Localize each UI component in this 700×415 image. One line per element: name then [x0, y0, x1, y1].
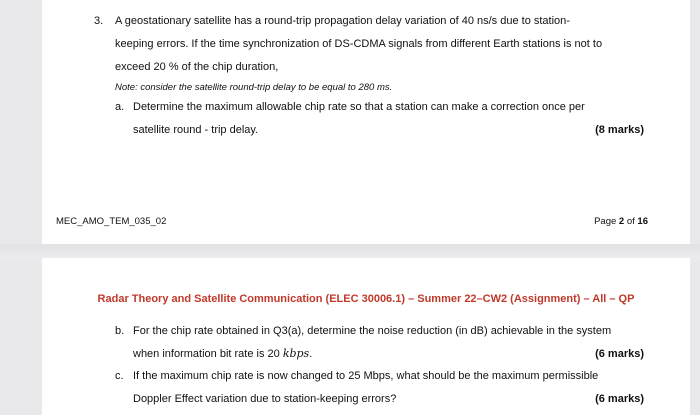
part-b-unit: kbps [282, 347, 310, 360]
part-a-text-line-2: satellite round - trip delay. [133, 124, 259, 136]
question-note: Note: consider the satellite round-trip delay to be equal to 280 ms. [115, 82, 393, 93]
document-page-2 [42, 0, 690, 244]
part-a-marks: (8 marks) [595, 124, 644, 136]
part-b-text-line-2 [133, 347, 312, 361]
part-b-marks: (6 marks) [595, 348, 644, 360]
question-text-line-3: exceed 20 % of the chip duration, [115, 61, 279, 73]
part-b-text-line-1: For the chip rate obtained in Q3(a), determine the noise reduction (in dB) achievable in the system [133, 325, 612, 337]
part-c-marks: (6 marks) [595, 393, 644, 405]
page-total: 16 [637, 216, 648, 227]
document-code: MEC_AMO_TEM_035_02 [56, 216, 167, 227]
part-a-label: a. [115, 101, 125, 113]
page-header: Radar Theory and Satellite Communication (ELEC 30006.1) – Summer 22–CW2 (Assignment) – All – QP [97, 293, 635, 305]
part-c-label: c. [115, 370, 124, 382]
question-text-line-2: keeping errors. If the time synchronization of DS-CDMA signals from different Earth stations is not to [115, 38, 603, 50]
part-c-text-line-2: Doppler Effect variation due to station-keeping errors? [133, 393, 397, 405]
part-a-text-line-1: Determine the maximum allowable chip rate so that a station can make a correction once per [133, 101, 585, 113]
page-gap [0, 244, 700, 258]
page-current: 2 [618, 216, 625, 227]
question-number: 3. [94, 15, 104, 27]
part-b-label: b. [115, 325, 125, 337]
page-prefix: Page [594, 216, 619, 227]
part-c-text-line-1: If the maximum chip rate is now changed to 25 Mbps, what should be the maximum permissible [133, 370, 599, 382]
document-page-3 [42, 258, 690, 415]
page-number [594, 216, 648, 228]
page-of: of [624, 216, 638, 227]
question-text-line-1: A geostationary satellite has a round-trip propagation delay variation of 40 ns/s due to station- [115, 15, 570, 27]
part-b-line2-prefix: when information bit rate is 20 [133, 348, 283, 360]
part-b-line2-suffix: . [309, 348, 313, 360]
